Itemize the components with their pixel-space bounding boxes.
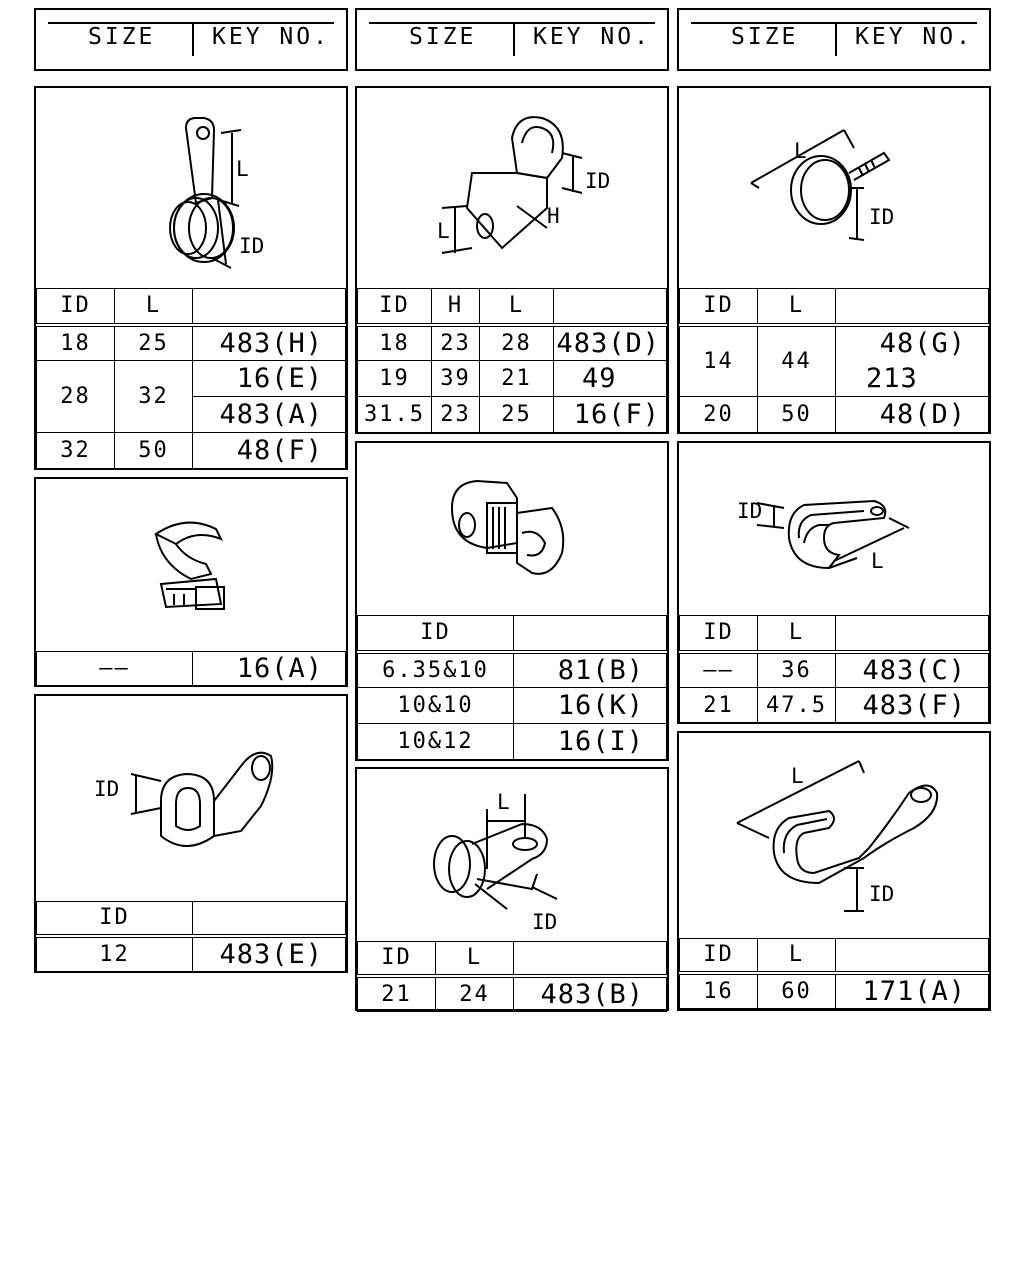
col-header-id: ID xyxy=(358,289,432,325)
clamp-panel-8 xyxy=(677,441,991,724)
clamp-drawing xyxy=(357,443,667,615)
cell-l: 44 xyxy=(758,325,836,397)
cell-key: 483(D) xyxy=(554,325,667,361)
cell-key: 48(G) xyxy=(836,325,989,361)
col-header-key xyxy=(836,289,989,325)
col-header-l: L xyxy=(480,289,554,325)
table-row xyxy=(358,397,667,433)
col-header-l: L xyxy=(436,942,514,976)
dim-id-label: ID xyxy=(737,499,763,523)
col-header-l: L xyxy=(115,289,193,325)
cell-id: 18 xyxy=(37,325,115,361)
table-row xyxy=(358,976,667,1012)
cell-id: 31.5 xyxy=(358,397,432,433)
cell-id: 16 xyxy=(680,973,758,1009)
spec-table xyxy=(679,288,989,433)
col-header-id: ID xyxy=(680,939,758,973)
cell-l: 28 xyxy=(480,325,554,361)
dim-l-label: L xyxy=(437,219,450,243)
dim-l-label: L xyxy=(497,790,510,814)
col-header-key xyxy=(514,616,667,652)
clamp-panel-6 xyxy=(355,767,669,1011)
cell-id: 20 xyxy=(680,397,758,433)
cell-l: 21 xyxy=(480,361,554,397)
cell-id: 6.35&10 xyxy=(358,652,514,688)
cell-id: 10&12 xyxy=(358,724,514,760)
cell-id: 14 xyxy=(680,325,758,397)
cell-l: 50 xyxy=(758,397,836,433)
clamp-drawing xyxy=(36,88,346,288)
cell-key: 48(F) xyxy=(193,433,346,469)
clamp-panel-3 xyxy=(34,694,348,973)
col-header-key xyxy=(514,942,667,976)
spec-table xyxy=(357,941,667,1012)
dim-id-label: ID xyxy=(94,777,120,801)
cell-id: 21 xyxy=(680,688,758,724)
cell-id: —— xyxy=(680,652,758,688)
table-row xyxy=(37,652,346,686)
dim-l-label: L xyxy=(236,157,249,181)
cell-key: 48(D) xyxy=(836,397,989,433)
cell-key: 483(C) xyxy=(836,652,989,688)
col-header-key xyxy=(554,289,667,325)
table-row xyxy=(358,652,667,688)
col-header-id: ID xyxy=(37,902,193,936)
clamp-panel-7 xyxy=(677,86,991,434)
cell-l: 47.5 xyxy=(758,688,836,724)
cell-key: 16(F) xyxy=(554,397,667,433)
cell-key: 16(I) xyxy=(514,724,667,760)
cell-id: 18 xyxy=(358,325,432,361)
header-divider xyxy=(513,22,515,56)
cell-l: 60 xyxy=(758,973,836,1009)
table-row xyxy=(37,433,346,469)
col-header-key xyxy=(193,902,346,936)
clamp-panel-5 xyxy=(355,441,669,761)
cell-h: 39 xyxy=(432,361,480,397)
table-row xyxy=(37,325,346,361)
size-label: SIZE xyxy=(88,24,156,50)
dim-l-label: L xyxy=(791,764,804,788)
dim-h-label: H xyxy=(547,204,560,228)
clamp-panel-4 xyxy=(355,86,669,434)
cell-key: 483(B) xyxy=(514,976,667,1012)
clamp-panel-9 xyxy=(677,731,991,1011)
header-col3 xyxy=(677,8,991,71)
clamp-drawing xyxy=(36,479,346,651)
table-row xyxy=(37,361,346,397)
cell-key: 16(A) xyxy=(193,652,346,686)
table-row xyxy=(680,652,989,688)
header-divider xyxy=(835,22,837,56)
spec-table xyxy=(36,901,346,972)
col-header-id: ID xyxy=(680,289,758,325)
cell-key: 483(A) xyxy=(193,397,346,433)
dim-l-label: L xyxy=(794,139,807,163)
cell-l: 24 xyxy=(436,976,514,1012)
dim-l-label: L xyxy=(871,549,884,573)
clamp-panel-1 xyxy=(34,86,348,470)
cell-id: 21 xyxy=(358,976,436,1012)
col-header-l: L xyxy=(758,616,836,652)
table-row xyxy=(37,936,346,972)
cell-id: 10&10 xyxy=(358,688,514,724)
cell-key: 213 xyxy=(836,361,989,397)
cell-key: 81(B) xyxy=(514,652,667,688)
col-header-key xyxy=(193,289,346,325)
table-row xyxy=(358,361,667,397)
cell-id: —— xyxy=(37,652,193,686)
table-row xyxy=(680,688,989,724)
table-row xyxy=(358,325,667,361)
table-row xyxy=(358,688,667,724)
clamp-drawing xyxy=(679,443,989,615)
spec-table xyxy=(36,651,346,686)
col-header-id: ID xyxy=(358,616,514,652)
cell-h: 23 xyxy=(432,325,480,361)
cell-key: 483(H) xyxy=(193,325,346,361)
cell-h: 23 xyxy=(432,397,480,433)
clamp-drawing xyxy=(357,88,667,288)
col-header-l: L xyxy=(758,289,836,325)
spec-table xyxy=(679,938,989,1009)
cell-key: 49 xyxy=(554,361,667,397)
cell-key: 16(E) xyxy=(193,361,346,397)
dim-id-label: ID xyxy=(532,910,558,934)
header-divider xyxy=(192,22,194,56)
cell-id: 28 xyxy=(37,361,115,433)
col-header-key xyxy=(836,616,989,652)
cell-l: 32 xyxy=(115,361,193,433)
clamp-drawing xyxy=(36,696,346,901)
spec-table xyxy=(357,615,667,760)
table-row xyxy=(680,397,989,433)
col-header-id: ID xyxy=(680,616,758,652)
col-header-key xyxy=(836,939,989,973)
size-label: SIZE xyxy=(731,24,799,50)
cell-l: 25 xyxy=(480,397,554,433)
table-row xyxy=(680,973,989,1009)
cell-key: 171(A) xyxy=(836,973,989,1009)
header-col1 xyxy=(34,8,348,71)
spec-table xyxy=(36,288,346,469)
key-no-label: KEY NO. xyxy=(533,24,651,50)
table-row xyxy=(680,325,989,361)
cell-l: 50 xyxy=(115,433,193,469)
col-header-id: ID xyxy=(358,942,436,976)
clamp-drawing xyxy=(357,769,667,941)
cell-key: 483(E) xyxy=(193,936,346,972)
col-header-id: ID xyxy=(37,289,115,325)
cell-l: 36 xyxy=(758,652,836,688)
cell-id: 12 xyxy=(37,936,193,972)
cell-key: 483(F) xyxy=(836,688,989,724)
size-label: SIZE xyxy=(409,24,477,50)
key-no-label: KEY NO. xyxy=(855,24,973,50)
cell-id: 32 xyxy=(37,433,115,469)
col-header-l: L xyxy=(758,939,836,973)
key-no-label: KEY NO. xyxy=(212,24,330,50)
dim-id-label: ID xyxy=(239,234,265,258)
col-header-h: H xyxy=(432,289,480,325)
dim-id-label: ID xyxy=(869,882,895,906)
header-col2 xyxy=(355,8,669,71)
clamp-panel-2 xyxy=(34,477,348,687)
dim-id-label: ID xyxy=(585,169,611,193)
clamp-drawing xyxy=(679,733,989,938)
clamp-drawing xyxy=(679,88,989,288)
cell-l: 25 xyxy=(115,325,193,361)
table-row xyxy=(358,724,667,760)
cell-key: 16(K) xyxy=(514,688,667,724)
spec-table xyxy=(679,615,989,724)
cell-id: 19 xyxy=(358,361,432,397)
dim-id-label: ID xyxy=(869,205,895,229)
spec-table xyxy=(357,288,667,433)
